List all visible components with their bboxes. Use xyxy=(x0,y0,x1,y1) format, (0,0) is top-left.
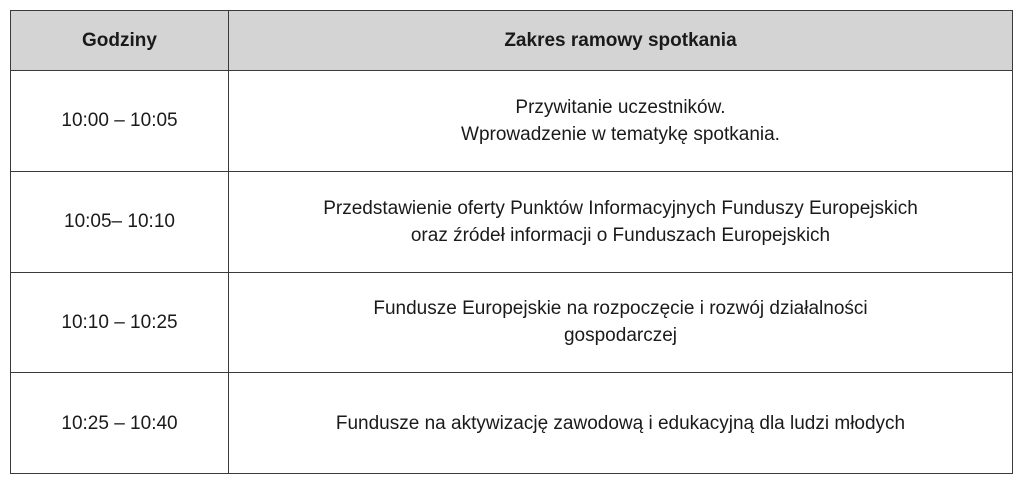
topic-line: Wprowadzenie w tematykę spotkania. xyxy=(461,123,780,145)
table-body xyxy=(11,71,1013,474)
topic-line: Przedstawienie oferty Punktów Informacyjnych Funduszy Europejskich xyxy=(323,197,918,219)
table-row xyxy=(11,171,1013,272)
topic-cell xyxy=(229,373,1013,474)
table-row xyxy=(11,71,1013,172)
topic-line: oraz źródeł informacji o Funduszach Europejskich xyxy=(410,224,831,246)
time-cell: 10:05– 10:10 xyxy=(11,171,229,272)
time-cell: 10:25 – 10:40 xyxy=(11,373,229,474)
topic-line: Fundusze Europejskie na rozpoczęcie i rozwój działalności xyxy=(373,298,868,320)
topic-line: gospodarczej xyxy=(563,325,678,347)
topic-cell xyxy=(229,272,1013,373)
topic-cell xyxy=(229,71,1013,172)
table-header xyxy=(11,11,1013,71)
time-cell: 10:00 – 10:05 xyxy=(11,71,229,172)
table-row xyxy=(11,272,1013,373)
header-row xyxy=(11,11,1013,71)
table-row xyxy=(11,373,1013,474)
header-time: Godziny xyxy=(11,11,229,71)
time-cell: 10:10 – 10:25 xyxy=(11,272,229,373)
topic-cell xyxy=(229,171,1013,272)
topic-line: Przywitanie uczestników. xyxy=(515,96,726,118)
header-topic: Zakres ramowy spotkania xyxy=(229,11,1013,71)
topic-line: Fundusze na aktywizację zawodową i edukacyjną dla ludzi młodych xyxy=(335,412,906,434)
agenda-table xyxy=(10,10,1013,474)
